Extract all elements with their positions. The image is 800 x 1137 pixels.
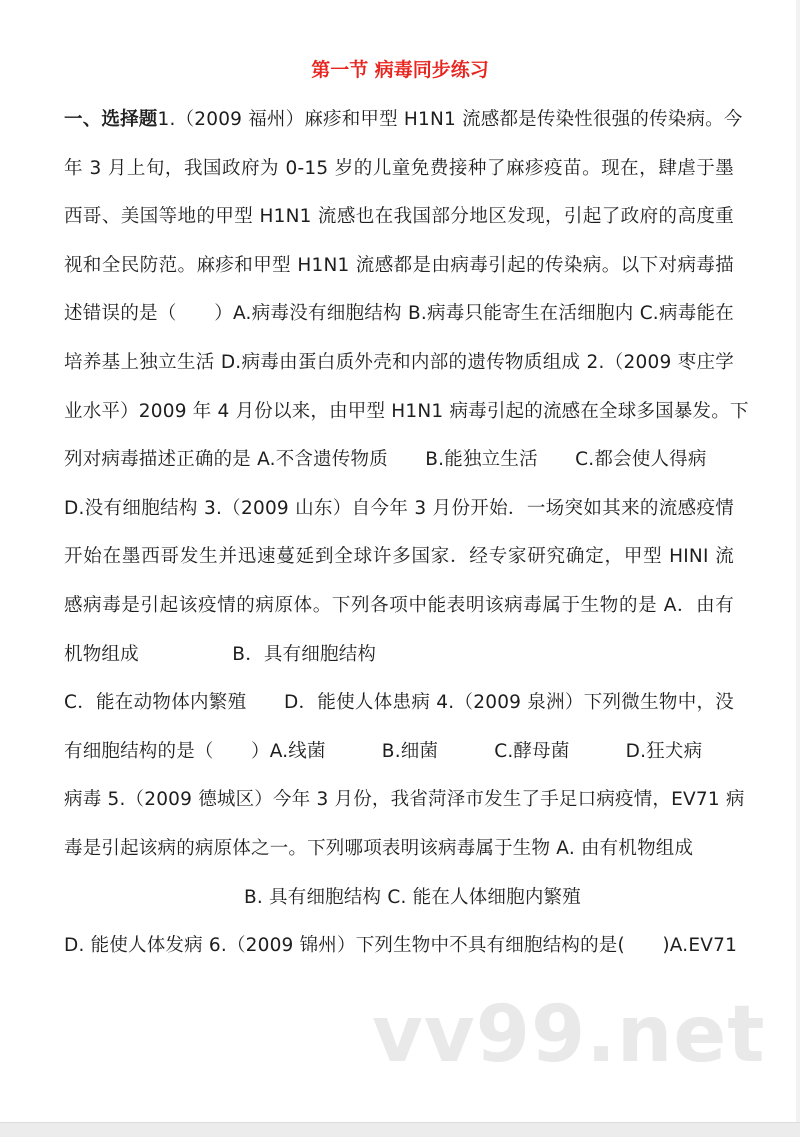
text-line-15: 病毒 5.（2009 德城区）今年 3 月份，我省菏泽市发生了手足口病疫情，EV71 病 (64, 789, 745, 811)
page-title: 第一节 病毒同步练习 (311, 59, 489, 81)
text-line-8: 列对病毒描述正确的是 A.不含遗传物质 B.能独立生活 C.都会使人得病 (64, 449, 707, 471)
text-line-14: 有细胞结构的是（ ）A.线菌 B.细菌 C.酵母菌 D.狂犬病 (64, 740, 703, 762)
text-line-1 (64, 96, 743, 145)
text-line-3: 西哥、美国等地的甲型 H1N1 流感也在我国部分地区发现，引起了政府的高度重 (64, 206, 734, 228)
text-line-5: 述错误的是（ ）A.病毒没有细胞结构 B.病毒只能寄生在活细胞内 C.病毒能在 (64, 303, 734, 325)
page-edge (796, 0, 800, 1137)
text-line-7: 业水平）2009 年 4 月份以来，由甲型 H1N1 病毒引起的流感在全球多国暴发。下 (64, 400, 749, 422)
text-line-16: 毒是引起该病的病原体之一。下列哪项表明该病毒属于生物 A. 由有机物组成 (64, 837, 694, 859)
line-text: 1.（2009 福州）麻疹和甲型 H1N1 流感都是传染性很强的传染病。今 (157, 109, 743, 130)
text-line-4: 视和全民防范。麻疹和甲型 H1N1 流感都是由病毒引起的传染病。以下对病毒描 (64, 254, 734, 276)
section-heading: 一、选择题 (64, 109, 158, 130)
text-line-12: 机物组成 B．具有细胞结构 (64, 643, 377, 665)
text-line-17: B. 具有细胞结构 C. 能在人体细胞内繁殖 (244, 886, 581, 908)
text-line-13: C．能在动物体内繁殖 D．能使人体患病 4.（2009 泉洲）下列微生物中，没 (64, 692, 734, 714)
text-line-9: D.没有细胞结构 3.（2009 山东）自今年 3 月份开始．一场突如其来的流感疫情 (64, 497, 734, 519)
text-line-10: 开始在墨西哥发生并迅速蔓延到全球许多国家．经专家研究确定，甲型 HINI 流 (64, 546, 734, 568)
document-body (64, 96, 749, 971)
watermark: vv99.net (372, 990, 766, 1080)
text-line-18: D. 能使人体发病 6.（2009 锦州）下列生物中不具有细胞结构的是( )A.EV71 (64, 935, 738, 957)
page-bottom-edge (0, 1122, 800, 1137)
text-line-11: 感病毒是引起该疫情的病原体。下列各项中能表明该病毒属于生物的是 A．由有 (64, 594, 734, 616)
text-line-6: 培养基上独立生活 D.病毒由蛋白质外壳和内部的遗传物质组成 2.（2009 枣庄学 (64, 351, 734, 373)
text-line-2: 年 3 月上旬，我国政府为 0-15 岁的儿童免费接种了麻疹疫苗。现在，肆虐于墨 (64, 157, 734, 179)
